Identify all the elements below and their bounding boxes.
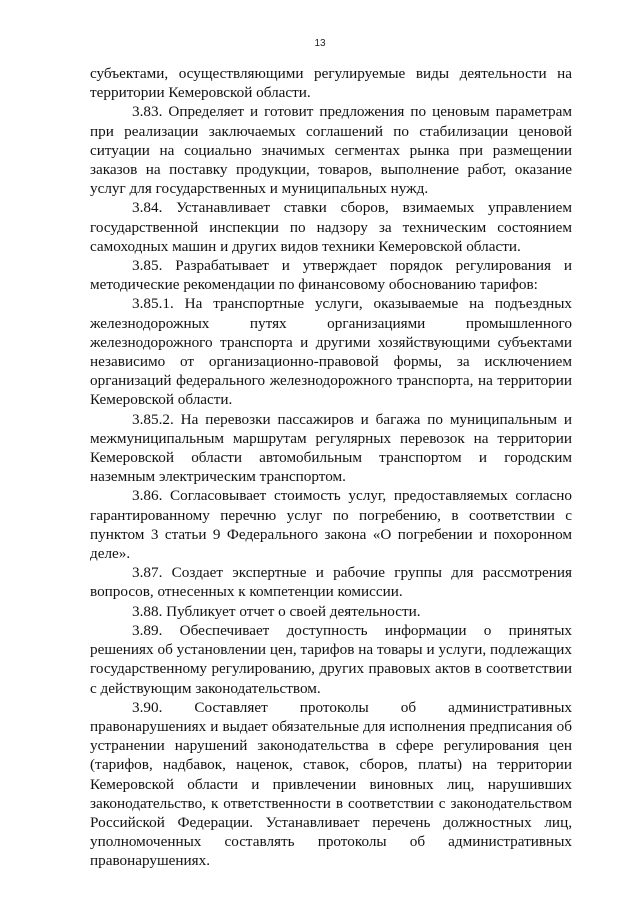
paragraph: 3.84. Устанавливает ставки сборов, взимаемых управлением государственной инспекции по надзору за техническим состоянием самоходных машин и других видов техники Кемеровской области. [90,199,572,255]
paragraph: 3.90. Составляет протоколы об административных правонарушениях и выдает обязательные для исполнения предписания об устранении нарушений законодательства в сфере регулирования цен (тарифов, надбавок, наценок, ставок, сборов, платы) на территории Кемеровской области и привлечении виновных лиц, нарушивших законодательство, к ответственности в соответствии с законодательством Российской Федерации. Устанавливает перечень должностных лиц, уполномоченных составлять протоколы об административных правонарушениях. [90,698,572,870]
paragraph: 3.85. Разрабатывает и утверждает порядок регулирования и методические рекомендации по финансовому обоснованию тарифов: [90,257,572,294]
document-body [90,64,572,871]
paragraph: 3.85.1. На транспортные услуги, оказываемые на подъездных железнодорожных путях организациями промышленного железнодорожного транспорта и другими хозяйствующими субъектами независимо от организационно-правовой формы, за исключением организаций федерального железнодорожного транспорта, на территории Кемеровской области. [90,295,572,409]
paragraph: 3.86. Согласовывает стоимость услуг, предоставляемых согласно гарантированному перечню услуг по погребению, в соответствии с пунктом 3 статьи 9 Федерального закона «О погребении и похоронном деле». [90,487,572,563]
paragraph: субъектами, осуществляющими регулируемые виды деятельности на территории Кемеровской области. [90,65,572,102]
paragraph: 3.85.2. На перевозки пассажиров и багажа по муниципальным и межмуниципальным маршрутам регулярных перевозок на территории Кемеровской области автомобильным транспортом и городским наземным электрическим транспортом. [90,410,572,486]
page-number: 13 [314,38,326,49]
paragraph: 3.88. Публикует отчет о своей деятельности. [132,602,421,620]
paragraph: 3.87. Создает экспертные и рабочие группы для рассмотрения вопросов, отнесенных к компетенции комиссии. [90,564,572,601]
paragraph: 3.83. Определяет и готовит предложения по ценовым параметрам при реализации заключаемых соглашений по стабилизации ценовой ситуации на социально значимых сегментах рынка при размещении заказов на поставку продукции, товаров, выполнение работ, оказание услуг для государственных и муниципальных нужд. [90,103,572,198]
paragraph: 3.89. Обеспечивает доступность информации о принятых решениях об установлении цен, тарифов на товары и услуги, подлежащих государственному регулированию, других правовых актов в соответствии с действующим законодательством. [90,621,572,697]
